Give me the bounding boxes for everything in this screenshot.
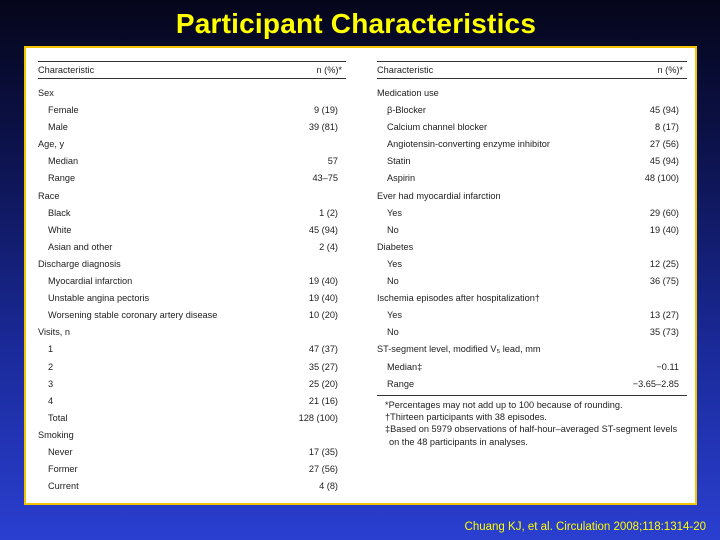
footnote: *Percentages may not add up to 100 because of rounding. — [385, 399, 623, 410]
row-value: 45 (94) — [649, 105, 679, 116]
row-label: Asian and other — [48, 241, 113, 252]
section-heading — [38, 256, 346, 273]
row-label: Age, y — [38, 139, 65, 150]
row-value: 10 (20) — [308, 310, 338, 321]
right-table-body — [377, 85, 687, 393]
table-header — [38, 61, 346, 79]
row-value: 128 (100) — [298, 412, 338, 423]
table-row — [38, 119, 346, 136]
row-value: 19 (40) — [308, 276, 338, 287]
row-label: Aspirin — [387, 173, 416, 184]
row-label: Ever had myocardial infarction — [377, 190, 501, 201]
row-label: No — [387, 224, 399, 235]
section-heading — [377, 239, 687, 256]
row-value: 35 (27) — [308, 361, 338, 372]
row-label: 1 — [48, 344, 54, 355]
table-row — [377, 136, 687, 153]
row-label: Median‡ — [387, 361, 423, 372]
row-value: 21 (16) — [308, 395, 338, 406]
row-label: Diabetes — [377, 241, 414, 252]
row-label: Total — [48, 412, 68, 423]
table-row — [377, 153, 687, 170]
row-value: 1 (2) — [319, 207, 338, 218]
table-row — [377, 102, 687, 119]
table-row — [38, 307, 346, 324]
row-value: 35 (73) — [649, 327, 679, 338]
header-characteristic: Characteristic — [38, 65, 95, 75]
table-row — [38, 239, 346, 256]
table-row — [377, 273, 687, 290]
left-table — [38, 61, 346, 495]
row-label: Yes — [387, 207, 402, 218]
row-value: 9 (19) — [313, 105, 338, 116]
table-row — [38, 393, 346, 410]
row-value: 45 (94) — [308, 224, 338, 235]
row-value: 8 (17) — [654, 122, 679, 133]
row-label: Unstable angina pectoris — [48, 293, 150, 304]
section-heading — [377, 290, 687, 307]
row-value: −3.65–2.85 — [632, 378, 679, 389]
row-label: Male — [48, 122, 68, 133]
row-label: Yes — [387, 310, 402, 321]
row-label: Ischemia episodes after hospitalization† — [377, 293, 540, 304]
row-value: 39 (81) — [308, 122, 338, 133]
row-label: 4 — [48, 395, 54, 406]
right-table — [377, 61, 687, 448]
row-label: Discharge diagnosis — [38, 258, 121, 269]
row-label: Yes — [387, 258, 402, 269]
section-heading — [377, 85, 687, 102]
row-value: 48 (100) — [644, 173, 679, 184]
row-label: β-Blocker — [387, 105, 426, 116]
table-row — [38, 153, 346, 170]
row-value: 12 (25) — [649, 258, 679, 269]
table-row — [377, 170, 687, 187]
table-row — [377, 119, 687, 136]
section-heading — [38, 85, 346, 102]
citation: Chuang KJ, et al. Circulation 2008;118:1314-20 — [464, 521, 706, 533]
row-value: 25 (20) — [308, 378, 338, 389]
header-n-percent: n (%)* — [316, 65, 342, 75]
row-label: ST-segment level, modified V₅ lead, mm — [377, 344, 541, 355]
row-label: Female — [48, 105, 79, 116]
table-row — [38, 461, 346, 478]
table-row — [38, 410, 346, 427]
row-label: Former — [48, 464, 78, 475]
row-value: 19 (40) — [308, 293, 338, 304]
header-n-percent: n (%)* — [657, 65, 683, 75]
row-value: 57 — [327, 156, 338, 167]
row-value: 2 (4) — [319, 241, 338, 252]
table-row — [38, 170, 346, 187]
row-value: 4 (8) — [319, 481, 338, 492]
section-heading — [38, 427, 346, 444]
row-label: Smoking — [38, 429, 74, 440]
table-row — [377, 307, 687, 324]
row-label: Medication use — [377, 88, 439, 98]
row-label: Angiotensin-converting enzyme inhibitor — [387, 139, 550, 150]
row-value: 19 (40) — [649, 224, 679, 235]
row-label: Never — [48, 446, 73, 457]
table-row — [38, 341, 346, 358]
table-row — [38, 273, 346, 290]
row-value: 36 (75) — [649, 276, 679, 287]
row-value: 45 (94) — [649, 156, 679, 167]
section-heading — [377, 341, 687, 358]
row-label: Current — [48, 481, 79, 492]
table-row — [38, 478, 346, 495]
section-heading — [38, 188, 346, 205]
row-label: Myocardial infarction — [48, 276, 133, 287]
table-row — [38, 102, 346, 119]
row-value: 29 (60) — [649, 207, 679, 218]
row-label: Calcium channel blocker — [387, 122, 488, 133]
row-value: 17 (35) — [308, 446, 338, 457]
table-row — [377, 376, 687, 393]
table-header — [377, 61, 687, 79]
table-row — [38, 290, 346, 307]
section-heading — [377, 188, 687, 205]
row-value: −0.11 — [656, 361, 679, 372]
table-row — [38, 444, 346, 461]
row-label: Statin — [387, 156, 411, 167]
table-row — [377, 222, 687, 239]
table-row — [377, 359, 687, 376]
table-row — [38, 205, 346, 222]
row-label: Range — [387, 378, 415, 389]
row-label: Worsening stable coronary artery disease — [48, 310, 218, 321]
row-label: 3 — [48, 378, 54, 389]
footnote: ‡Based on 5979 observations of half-hour–averaged ST-segment levels on the 48 participants in analyses. — [385, 424, 678, 447]
left-table-body — [38, 85, 346, 495]
row-label: Range — [48, 173, 76, 184]
footnote: †Thirteen participants with 38 episodes. — [385, 411, 547, 422]
footnotes — [377, 396, 687, 448]
row-label: No — [387, 327, 399, 338]
table-row — [377, 324, 687, 341]
table-row — [377, 256, 687, 273]
row-value: 13 (27) — [649, 310, 679, 321]
page-title: Participant Characteristics — [175, 8, 537, 39]
row-label: 2 — [48, 361, 54, 372]
row-label: Black — [48, 207, 71, 218]
row-value: 47 (37) — [308, 344, 338, 355]
row-label: Median — [48, 156, 79, 167]
table-row — [38, 376, 346, 393]
table-row — [38, 359, 346, 376]
row-label: Race — [38, 190, 60, 201]
table-row — [377, 205, 687, 222]
row-value: 43–75 — [312, 173, 338, 184]
row-value: 27 (56) — [308, 464, 338, 475]
header-characteristic: Characteristic — [377, 65, 434, 75]
row-value: 27 (56) — [649, 139, 679, 150]
row-label: Visits, n — [38, 327, 70, 338]
row-label: No — [387, 276, 399, 287]
characteristics-panel — [24, 46, 697, 505]
section-heading — [38, 136, 346, 153]
section-heading — [38, 324, 346, 341]
row-label: Sex — [38, 88, 54, 98]
table-row — [38, 222, 346, 239]
row-label: White — [48, 224, 72, 235]
